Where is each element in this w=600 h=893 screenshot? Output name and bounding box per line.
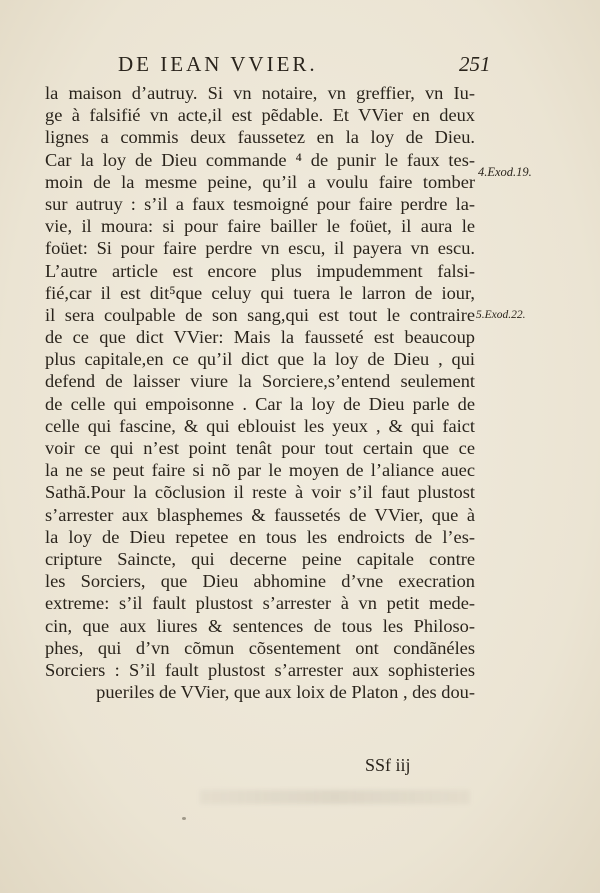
text-line: moin de la mesme peine, qu’il a voulu faire tomber [45,171,475,192]
text-line: fié,car il est dit⁵que celuy qui tuera le larron de iour, [45,282,475,303]
text-line: la maison d’autruy. Si vn notaire, vn greffier, vn Iu- [45,83,475,103]
running-title: DE IEAN VVIER. [118,52,318,76]
margin-note-exodus-22: 5.Exod.22. [476,309,526,321]
show-through-shadow [200,790,470,804]
text-line: cin, que aux liures & sentences de tous les Philoso- [45,615,475,636]
text-line: Sathã.Pour la cõclusion il reste à voir s’il faut plustost [45,482,475,503]
ink-spot [182,817,186,820]
text-line: plus capitale,en ce qu’il dict que la loy de Dieu , qui [45,349,475,370]
text-line: extreme: s’il fault plustost s’arrester à vn petit mede- [45,593,475,614]
text-line: pueriles de VVier, que aux loix de Platon , des dou- [96,682,475,703]
text-line: les Sorciers, que Dieu abhomine d’vne execration [45,571,475,592]
text-line: de ce que dict VVier: Mais la fausseté est beaucoup [45,327,475,348]
text-line: cripture Saincte, qui decerne peine capitale contre [45,548,475,569]
text-line: ge à falsifié vn acte,il est pẽdable. Et VVier en deux [45,105,475,126]
text-line: la loy de Dieu repetee en tous les endroicts de l’es- [45,526,475,547]
text-line: voir ce qui n’est point tenât pour tout certain que ce [45,438,475,458]
text-line: vie, il moura: si pour faire bailler le foüet, il aura le [45,216,475,237]
page-number: 251 [459,52,491,76]
text-line: sur autruy : s’il a faux tesmoigné pour faire perdre la- [45,193,475,214]
text-line: s’arrester aux blasphemes & faussetés de VVier, que à [45,504,475,525]
text-line: celle qui fascine, & qui eblouist les yeux , & qui faict [45,415,475,436]
text-line: phes, qui d’vn cõmun cõsentement ont condãnéles [45,637,475,658]
text-line: la ne se peut faire si nõ par le moyen de l’aliance auec [45,460,475,481]
text-line: il sera coulpable de son sang,qui est tout le contraire [45,304,475,325]
text-line: Sorciers : S’il fault plustost s’arrester aux sophisteries [45,659,475,680]
text-line: lignes a commis deux faussetez en la loy de Dieu. [45,127,475,148]
text-line: L’autre article est encore plus impudemment falsi- [45,260,475,281]
margin-note-exodus-19: 4.Exod.19. [478,165,532,179]
text-line: foüet: Si pour faire perdre vn escu, il payera vn escu. [45,238,475,259]
text-line: Car la loy de Dieu commande ⁴ de punir le faux tes- [45,149,475,170]
text-line: de celle qui empoisonne . Car la loy de Dieu parle de [45,393,475,414]
main-text-block [45,82,475,703]
text-line: defend de laisser viure la Sorciere,s’entend seulement [45,371,475,392]
catchword-signature: SSf iij [365,755,411,775]
